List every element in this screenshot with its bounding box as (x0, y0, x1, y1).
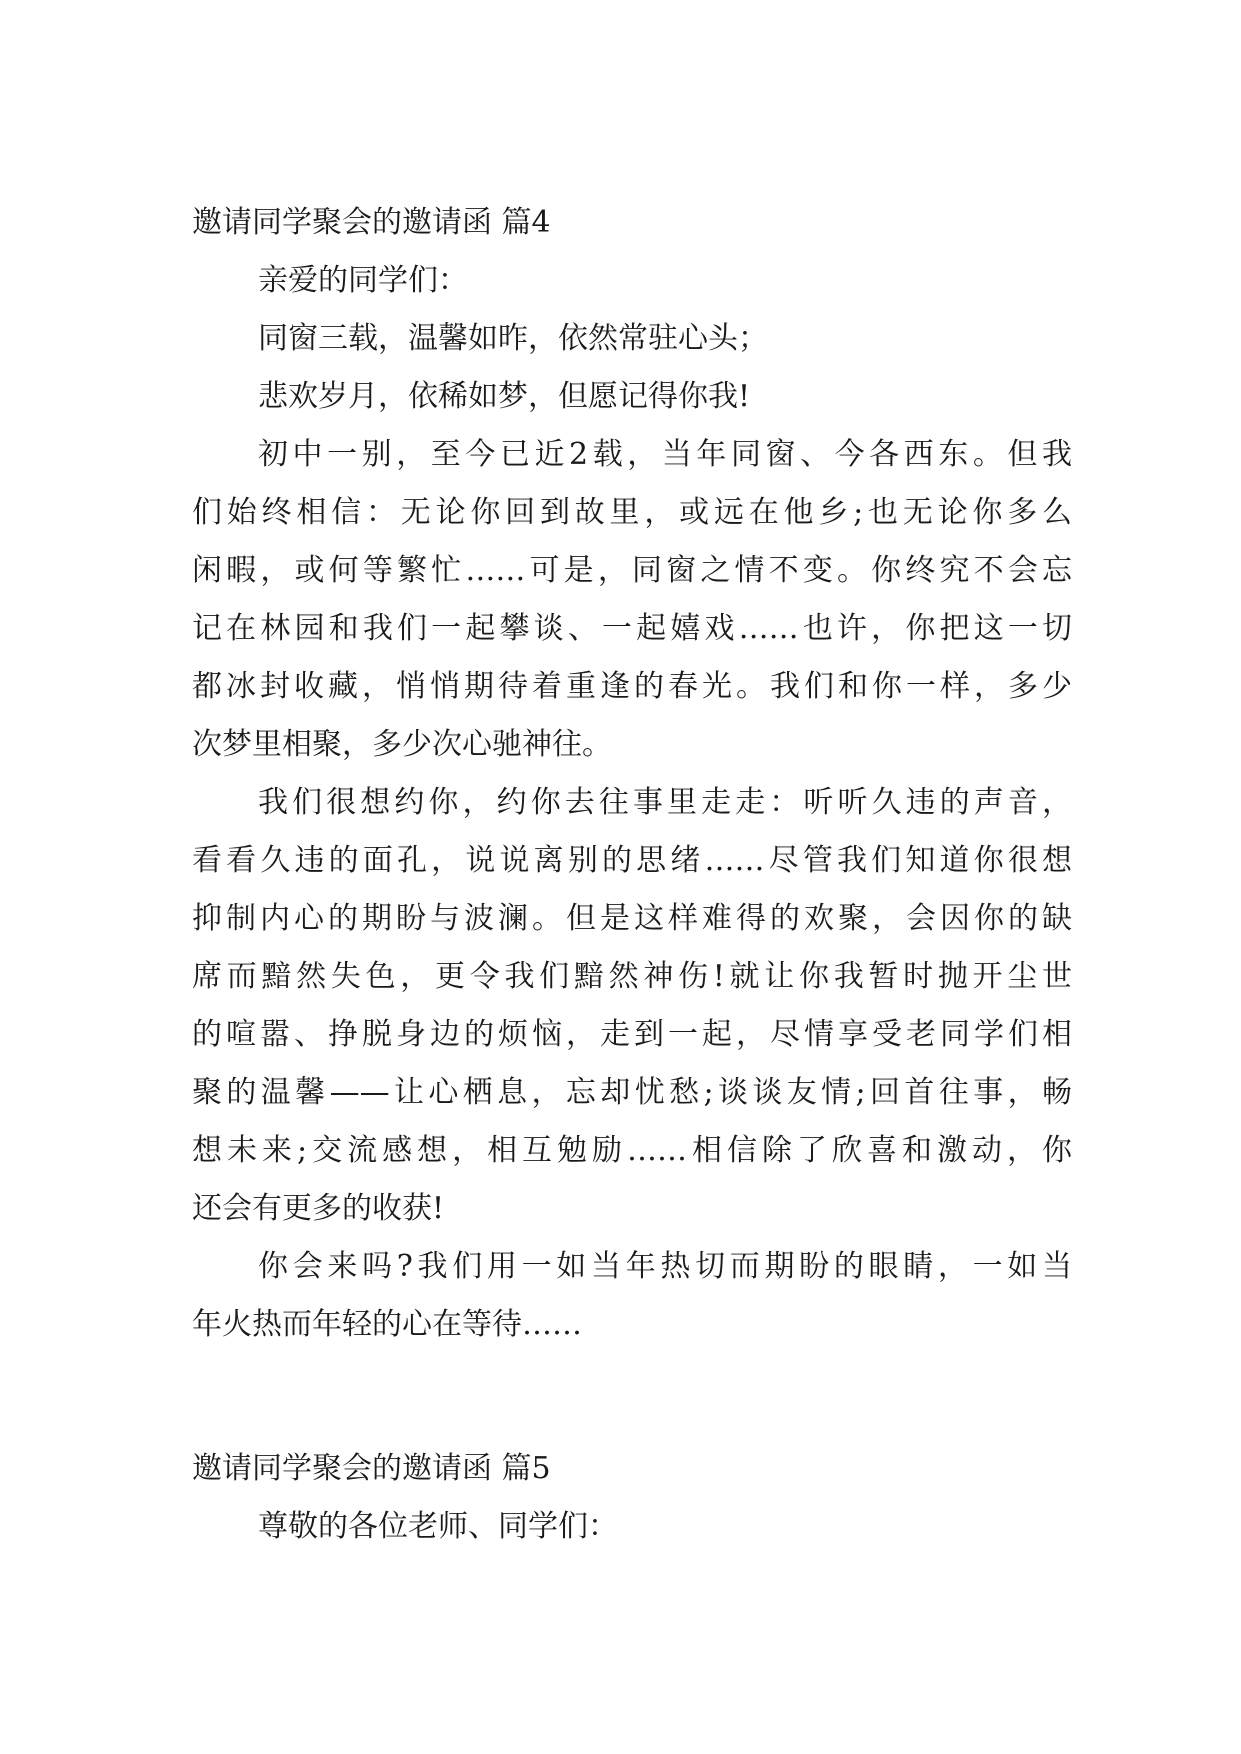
section4-verse-line-1: 同窗三载，温馨如昨，依然常驻心头； (258, 321, 768, 356)
para3-line-2: 年火热而年轻的心在等待…… (192, 1307, 582, 1342)
section4-verse-line-2: 悲欢岁月，依稀如梦，但愿记得你我! (258, 379, 751, 414)
para2-line-2: 看看久违的面孔，说说离别的思绪……尽管我们知道你很想 (192, 843, 1072, 878)
para1-line-1: 初中一别，至今已近2载，当年同窗、今各西东。但我 (258, 437, 1072, 472)
section4-salutation: 亲爱的同学们： (258, 263, 468, 298)
section4-heading: 邀请同学聚会的邀请函 篇4 (192, 205, 551, 240)
para1-line-5: 都冰封收藏，悄悄期待着重逢的春光。我们和你一样，多少 (192, 669, 1072, 704)
para1-line-6: 次梦里相聚，多少次心驰神往。 (192, 727, 612, 762)
para2-line-3: 抑制内心的期盼与波澜。但是这样难得的欢聚，会因你的缺 (192, 901, 1072, 936)
para1-line-3: 闲暇，或何等繁忙……可是，同窗之情不变。你终究不会忘 (192, 553, 1072, 588)
para3-line-1: 你会来吗?我们用一如当年热切而期盼的眼睛，一如当 (258, 1249, 1072, 1284)
para1-line-4: 记在林园和我们一起攀谈、一起嬉戏……也许，你把这一切 (192, 611, 1072, 646)
para2-line-6: 聚的温馨——让心栖息，忘却忧愁;谈谈友情;回首往事，畅 (192, 1075, 1072, 1110)
para2-line-1: 我们很想约你，约你去往事里走走：听听久违的声音， (258, 785, 1072, 820)
para1-line-2: 们始终相信：无论你回到故里，或远在他乡;也无论你多么 (192, 495, 1072, 530)
section5-heading: 邀请同学聚会的邀请函 篇5 (192, 1451, 551, 1486)
section5-salutation: 尊敬的各位老师、同学们： (258, 1509, 618, 1544)
para2-line-8: 还会有更多的收获! (192, 1191, 445, 1226)
para2-line-5: 的喧嚣、挣脱身边的烦恼，走到一起，尽情享受老同学们相 (192, 1017, 1072, 1052)
para2-line-4: 席而黯然失色，更令我们黯然神伤!就让你我暂时抛开尘世 (192, 959, 1072, 994)
para2-line-7: 想未来;交流感想，相互勉励……相信除了欣喜和激动，你 (192, 1133, 1072, 1168)
